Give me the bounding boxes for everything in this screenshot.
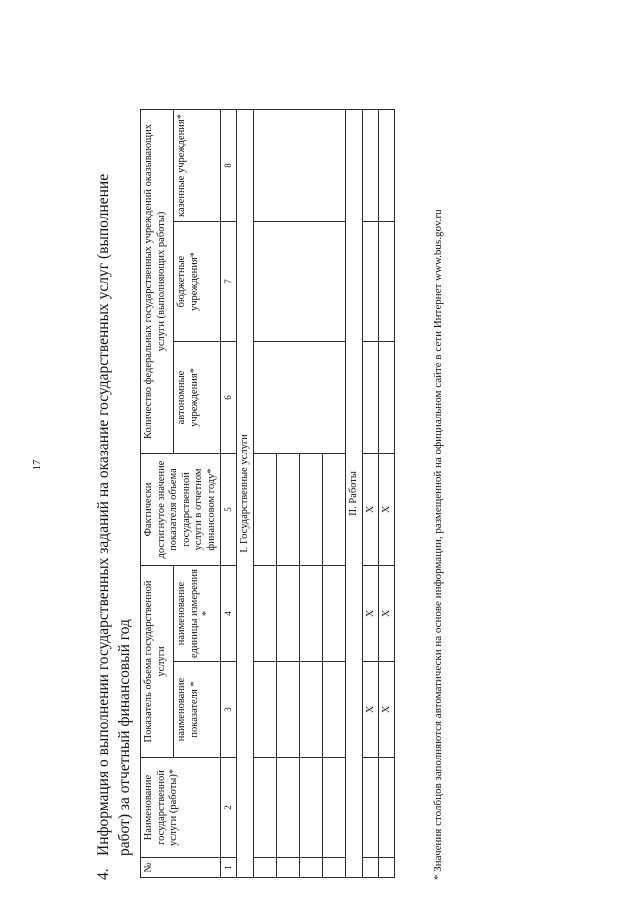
col-index: 7 xyxy=(221,222,237,342)
header-indicator-name: наименование показателя * xyxy=(174,662,221,758)
page-number: 17 xyxy=(31,459,43,471)
col-index: 5 xyxy=(221,454,237,566)
table-row xyxy=(254,109,277,877)
col-index: 2 xyxy=(221,758,237,858)
heading-line1: Информация о выполнении государственных заданий на оказание государственных услуг (выполнение xyxy=(95,173,112,856)
mark-cell: Х xyxy=(363,662,379,758)
section-heading xyxy=(93,140,135,880)
header-row-1 xyxy=(141,109,174,877)
header-institutions-group: Количество федеральных государственных учреждений оказывающих услуги (выполняющих работы) xyxy=(141,109,174,453)
section-works-row xyxy=(346,109,363,877)
mark-cell: Х xyxy=(363,454,379,566)
col-index: 6 xyxy=(221,342,237,454)
col-index: 4 xyxy=(221,566,237,662)
section-services-row xyxy=(237,109,254,877)
footnote: * Значения столбцов заполняются автоматически на основе информации, размещенной на официальном сайте в сети Интернет www.bus.gov.ru xyxy=(432,209,444,880)
heading-line2: работ) за отчетный финансовый год xyxy=(116,619,133,856)
header-autonomous: автономные учреждения* xyxy=(174,342,221,454)
section-works-label: II. Работы xyxy=(346,109,363,877)
col-index: 8 xyxy=(221,109,237,221)
state-tasks-table xyxy=(140,109,395,878)
table-row xyxy=(363,109,379,877)
header-budget: бюджетные учреждения* xyxy=(174,222,221,342)
rotated-sheet xyxy=(93,80,493,880)
mark-cell: Х xyxy=(379,454,395,566)
header-actual-value: Фактически достигнутое значение показателя объема государственной услуги в отчетном финансовом году* xyxy=(141,454,221,566)
header-volume-group: Показатель объема государственной услуги xyxy=(141,566,174,758)
header-state-owned: казенные учреждения* xyxy=(174,109,221,221)
header-unit-name: наименование единицы измерения * xyxy=(174,566,221,662)
col-index: 1 xyxy=(221,858,237,878)
mark-cell: Х xyxy=(363,566,379,662)
section-services-label: I. Государственные услуги xyxy=(237,109,254,877)
table-row xyxy=(379,109,395,877)
mark-cell: Х xyxy=(379,566,395,662)
heading-number: 4. xyxy=(95,868,112,880)
mark-cell: Х xyxy=(379,662,395,758)
col-index: 3 xyxy=(221,662,237,758)
header-service-name: Наименование государственной услуги (работы)* xyxy=(141,758,221,858)
column-index-row xyxy=(221,109,237,877)
header-col-number: № xyxy=(141,858,221,878)
